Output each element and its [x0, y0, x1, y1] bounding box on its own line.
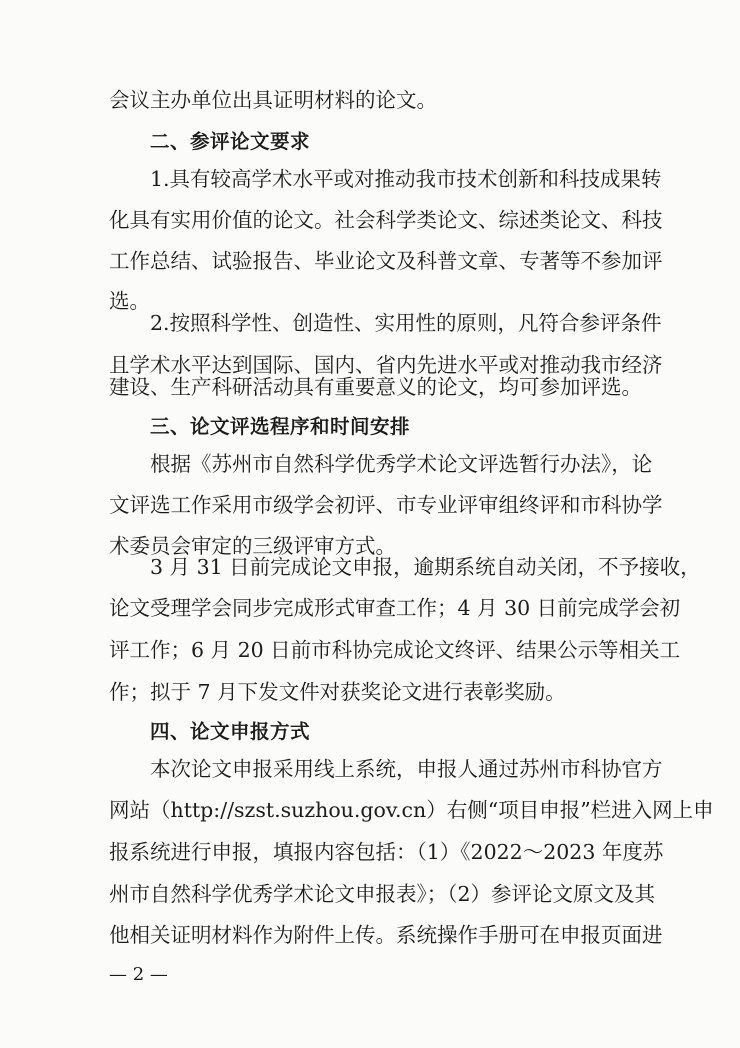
- section-heading: 三、论文评选程序和时间安排: [150, 415, 411, 438]
- paragraph-line: 2.按照科学性、创造性、实用性的原则，凡符合参评条件: [150, 311, 662, 335]
- paragraph-line: 3 月 31 日前完成论文申报，逾期系统自动关闭，不予接收，: [150, 555, 701, 579]
- paragraph-line: 本次论文申报采用线上系统，申报人通过苏州市科协官方: [150, 757, 663, 781]
- paragraph-line: 根据《苏州市自然科学优秀学术论文评选暂行办法》，论: [150, 452, 653, 476]
- paragraph-line: 论文受理学会同步完成形式审查工作；4 月 30 日前完成学会初: [109, 596, 681, 620]
- paragraph-line: 报系统进行申报，填报内容包括：（1）《2022～2023 年度苏: [109, 840, 664, 864]
- section-heading: 四、论文申报方式: [150, 720, 311, 743]
- paragraph-line: 网站（http://szst.suzhou.gov.cn）右侧“项目申报”栏进入网上申: [109, 798, 714, 822]
- section-heading: 二、参评论文要求: [150, 130, 311, 153]
- paragraph-line: 作；拟于 7 月下发文件对获奖论文进行表彰奖励。: [109, 680, 566, 704]
- paragraph-line: 术委员会审定的三级评审方式。: [109, 534, 396, 558]
- paragraph-line: 且学术水平达到国际、国内、省内先进水平或对推动我市经济: [109, 353, 663, 377]
- paragraph-line: 化具有实用价值的论文。社会科学类论文、综述类论文、科技: [109, 208, 663, 232]
- paragraph-line: 会议主办单位出具证明材料的论文。: [109, 88, 437, 112]
- paragraph-line: 文评选工作采用市级学会初评、市专业评审组终评和市科协学: [109, 493, 663, 517]
- paragraph-line: 工作总结、试验报告、毕业论文及科普文章、专著等不参加评: [109, 249, 663, 273]
- paragraph-line: 州市自然科学优秀学术论文申报表》；（2）参评论文原文及其: [109, 882, 656, 906]
- paragraph-line: 建设、生产科研活动具有重要意义的论文，均可参加评选。: [109, 375, 642, 399]
- paragraph-line: 1.具有较高学术水平或对推动我市技术创新和科技成果转: [150, 167, 662, 191]
- paragraph-line: 他相关证明材料作为附件上传。系统操作手册可在申报页面进: [109, 923, 663, 947]
- paragraph-line: 评工作；6 月 20 日前市科协完成论文终评、结果公示等相关工: [109, 638, 681, 662]
- page-number: — 2 —: [109, 964, 168, 985]
- paragraph-line: 选。: [109, 289, 150, 313]
